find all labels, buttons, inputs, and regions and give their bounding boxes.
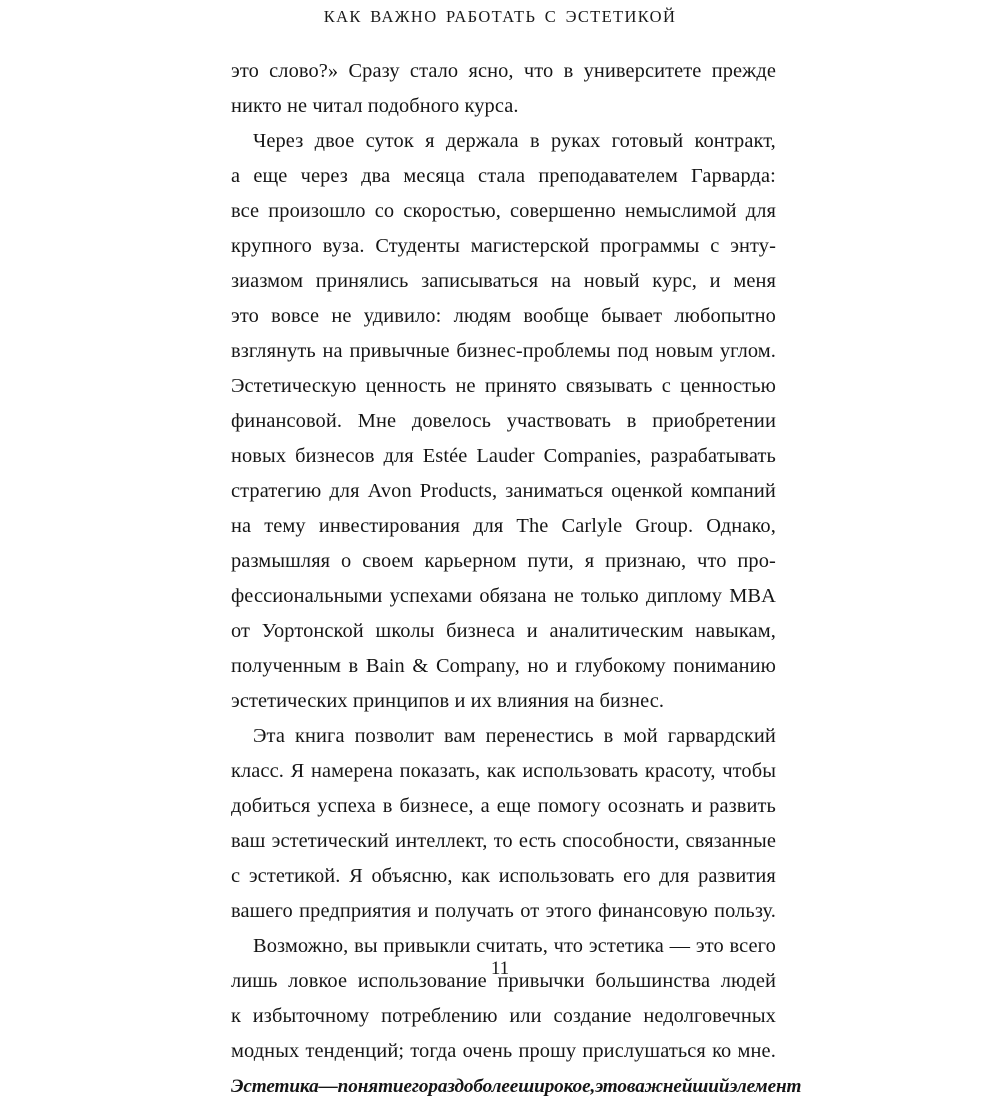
text-word: модных [231,1040,300,1062]
text-word: MBA [729,585,776,607]
text-word: финансовую [598,900,708,922]
text-word: приобретении [652,410,776,432]
text-word: для [329,480,360,502]
text-word: бизнесов [295,445,375,467]
text-word: инвестирования [318,515,460,537]
text-word: использование [357,970,487,992]
text-line [231,579,776,614]
text-line [231,614,776,649]
text-word: двое [314,130,355,152]
text-word: его [623,865,651,887]
text-word: школы [375,620,435,642]
text-word: развития [698,865,776,887]
text-word: ценностью [680,375,776,397]
text-word: тогда [410,1040,457,1062]
text-word: эстетический [271,830,389,852]
text-word: создание [553,1005,632,1027]
text-word: энту- [730,235,776,257]
text-word: курс, [652,270,697,292]
text-word: бизнес-проблемы [456,340,611,362]
text-word: руках [550,130,601,152]
text-word: Уортонской [261,620,364,642]
text-word: Group. [635,515,694,537]
text-word: размышляя [231,550,331,572]
text-word: через [300,165,348,187]
text-line [231,439,776,474]
text-word: финансовой. [231,410,343,432]
text-word: ясно, [468,60,514,82]
text-word: от [231,620,251,642]
text-word: использовать [522,760,639,782]
text-word: новый [583,270,640,292]
page-number: 11 [490,958,510,979]
text-word: университете [583,60,702,82]
text-word: лишь [231,970,278,992]
text-line [231,334,776,369]
text-word: заниматься [505,480,604,502]
text-word: а [480,795,490,817]
text-word: — [669,935,691,957]
text-word: как [461,865,491,887]
text-word: эстетикой. [248,865,341,887]
text-word: диплому [646,585,723,607]
text-word: осознать [607,795,685,817]
text-word: Company, [435,655,520,677]
text-word: контракт, [694,130,776,152]
text-line [231,789,776,824]
text-word: удивило: [363,305,442,327]
text-word: пониманию [673,655,776,677]
text-line [231,754,776,789]
text-word: полученным [231,655,341,677]
text-word: для [745,200,776,222]
text-word: пользу. [714,900,776,922]
text-word: о [341,550,352,572]
text-line: никто не читал подобного курса. [231,95,519,117]
text-word: ваш [231,830,266,852]
text-word: Эстетическую [231,375,357,397]
text-word: стала [478,165,526,187]
text-word: но [527,655,549,677]
text-word: на [231,515,252,537]
text-line [231,544,776,579]
text-word: Возможно, [253,935,349,957]
text-word: класс. [231,760,284,782]
text-word: на [550,270,572,292]
text-line [231,299,776,334]
text-word: два [361,165,391,187]
text-word: красоту, [644,760,716,782]
text-line [231,124,776,159]
text-word: большинства [595,970,711,992]
text-word: к [231,1005,242,1027]
text-line [231,194,776,229]
text-word: на [322,340,343,362]
text-word: стало [409,60,459,82]
text-word: участвовать [506,410,612,432]
text-word: — [318,1076,338,1097]
text-line [231,509,776,544]
text-word: тенденций; [305,1040,405,1062]
text-line [231,719,776,754]
text-word: Products, [419,480,498,502]
text-word: книга [294,725,345,747]
text-line [231,1069,802,1104]
text-word: показать, [399,760,481,782]
text-word: или [509,1005,542,1027]
text-word: Я [290,760,305,782]
text-word: людей [720,970,776,992]
text-line [231,1034,776,1069]
text-word: держала [445,130,519,152]
text-word: в [626,410,637,432]
text-line [231,229,776,264]
text-line [231,474,776,509]
text-word: помогу [537,795,601,817]
text-word: прошу [518,1040,577,1062]
text-word: The [516,515,549,537]
text-word: оценкой [611,480,683,502]
text-word: в [603,725,614,747]
text-line: эстетических принципов и их влияния на бизнес. [231,690,665,712]
text-word: магистерской [470,235,590,257]
text-word: навыкам, [695,620,776,642]
text-word: разрабатывать [650,445,776,467]
text-word: и [709,270,721,292]
text-word: прежде [711,60,776,82]
text-word: Estée [422,445,468,467]
text-word: зиазмом [231,270,304,292]
text-word: Эстетика [231,1076,319,1097]
text-line [231,824,776,859]
text-word: новым [655,340,714,362]
text-word: Carlyle [561,515,623,537]
text-word: не [331,305,352,327]
text-word: это [231,60,259,82]
text-word: со [374,200,395,222]
text-word: еще [253,165,288,187]
text-word: крупного [231,235,312,257]
text-word: и [417,900,429,922]
text-word: с [231,865,241,887]
text-word: для [383,445,414,467]
text-word: фессиональными [231,585,383,607]
text-word: вам [444,725,476,747]
text-word: компаний [690,480,776,502]
text-word: в [382,795,393,817]
body-text-column [231,54,802,1104]
text-word: привыкли [383,935,471,957]
text-word: в [563,60,574,82]
text-word: с [661,375,671,397]
text-line [231,894,776,929]
text-word: только [581,585,639,607]
text-word: под [617,340,649,362]
text-word: произошло [268,200,366,222]
text-word: новых [231,445,287,467]
text-line [231,159,776,194]
text-word: избыточному [252,1005,370,1027]
text-word: ко [712,1040,732,1062]
text-word: в [529,130,540,152]
text-word: аналитическим [549,620,684,642]
text-word: успеха [317,795,376,817]
text-word: Я [349,865,363,887]
text-word: считать, [476,935,548,957]
text-word: привычные [349,340,450,362]
text-word: привычки [497,970,585,992]
text-word: довелось [411,410,492,432]
text-word: успехами [389,585,473,607]
text-line [231,369,776,404]
text-word: углом. [719,340,776,362]
text-word: бизнеса [446,620,515,642]
text-word: намерена [311,760,393,782]
text-word: не [455,375,476,397]
text-word: более [473,1076,519,1097]
text-word: всего [729,935,776,957]
text-word: Lauder [476,445,535,467]
text-word: есть [518,830,557,852]
text-word: способности, [562,830,680,852]
text-word: тему [264,515,306,537]
text-word: не [553,585,574,607]
text-word: я [584,550,595,572]
text-word: Bain [365,655,405,677]
text-word: Эта [253,725,285,747]
text-word: это [231,305,259,327]
text-word: слово?» [269,60,339,82]
text-word: прислушаться [582,1040,706,1062]
text-word: про- [737,550,776,572]
text-word: все [231,200,260,222]
text-word: людям [453,305,512,327]
text-word: скоростью, [403,200,501,222]
text-word: что [523,60,554,82]
text-word: бизнесе, [399,795,474,817]
text-word: вообще [523,305,589,327]
text-word: стратегию [231,480,322,502]
text-word: эстетика [588,935,664,957]
text-word: немыслимой [624,200,737,222]
text-word: Сразу [348,60,400,82]
text-word: Студенты [375,235,460,257]
text-word: обязана [479,585,547,607]
text-word: Companies, [543,445,642,467]
text-word: для [473,515,504,537]
text-word: и [526,620,538,642]
text-word: Avon [367,480,412,502]
text-word: очень [462,1040,513,1062]
text-word: понятие [337,1076,412,1097]
text-word: для [659,865,690,887]
text-word: что [553,935,584,957]
text-word: вовсе [271,305,320,327]
text-word: ловкое [288,970,348,992]
text-word: перенестись [485,725,594,747]
text-word: принялись [315,270,409,292]
text-word: суток [365,130,414,152]
text-line [231,404,776,439]
text-word: принято [484,375,557,397]
text-word: элемент [729,1076,802,1097]
text-word: вуза. [322,235,365,257]
text-word: любопытно [674,305,776,327]
text-word: и [691,795,703,817]
text-word: еще [496,795,531,817]
text-word: своем [362,550,414,572]
text-word: с [710,235,720,257]
text-word: важнейший [626,1076,730,1097]
text-line [231,999,776,1034]
text-word: от [520,900,540,922]
text-word: ценность [365,375,447,397]
text-word: записываться [421,270,539,292]
text-word: Мне [357,410,397,432]
text-word: широкое, [518,1076,596,1097]
text-word: связывать [565,375,653,397]
text-word: программы [600,235,700,257]
text-word: бывает [601,305,663,327]
text-word: это [595,1076,627,1097]
text-word: глубокому [574,655,666,677]
text-line [231,859,776,894]
text-word: позволит [354,725,435,747]
text-word: я [425,130,435,152]
text-word: использовать [498,865,615,887]
text-word: пути, [527,550,574,572]
text-word: чтобы [722,760,776,782]
text-word: а [231,165,241,187]
text-word: как [486,760,516,782]
text-word: добиться [231,795,311,817]
text-word: готовый [611,130,684,152]
text-word: взглянуть [231,340,316,362]
text-word: связанные [685,830,776,852]
text-word: интеллект, [395,830,488,852]
text-word: это [695,935,724,957]
text-word: карьерном [424,550,517,572]
text-word: совершенно [510,200,616,222]
text-word: объясню, [371,865,453,887]
text-word: мой [623,725,658,747]
text-word: вашего [231,900,293,922]
text-word: месяца [403,165,465,187]
text-word: что [697,550,727,572]
text-word: Гарварда: [691,165,776,187]
text-word: и [556,655,568,677]
running-header: КАК ВАЖНО РАБОТАТЬ С ЭСТЕТИКОЙ [323,7,677,26]
text-word: в [348,655,359,677]
text-word: Однако, [706,515,776,537]
text-word: & [412,655,429,677]
text-word: потреблению [381,1005,498,1027]
text-word: преподавателем [538,165,678,187]
text-word: мне. [737,1040,776,1062]
text-line [231,54,776,89]
text-word: получать [434,900,514,922]
text-word: недолговечных [643,1005,776,1027]
text-line [231,649,776,684]
text-word: Через [253,130,304,152]
text-word: вы [354,935,378,957]
text-line [231,264,776,299]
text-word: развить [709,795,776,817]
text-word: этого [545,900,592,922]
text-word: признаю, [605,550,687,572]
text-word: гарвардский [667,725,776,747]
text-word: предприятия [299,900,412,922]
text-word: меня [733,270,776,292]
text-word: то [493,830,513,852]
text-word: гораздо [411,1076,474,1097]
